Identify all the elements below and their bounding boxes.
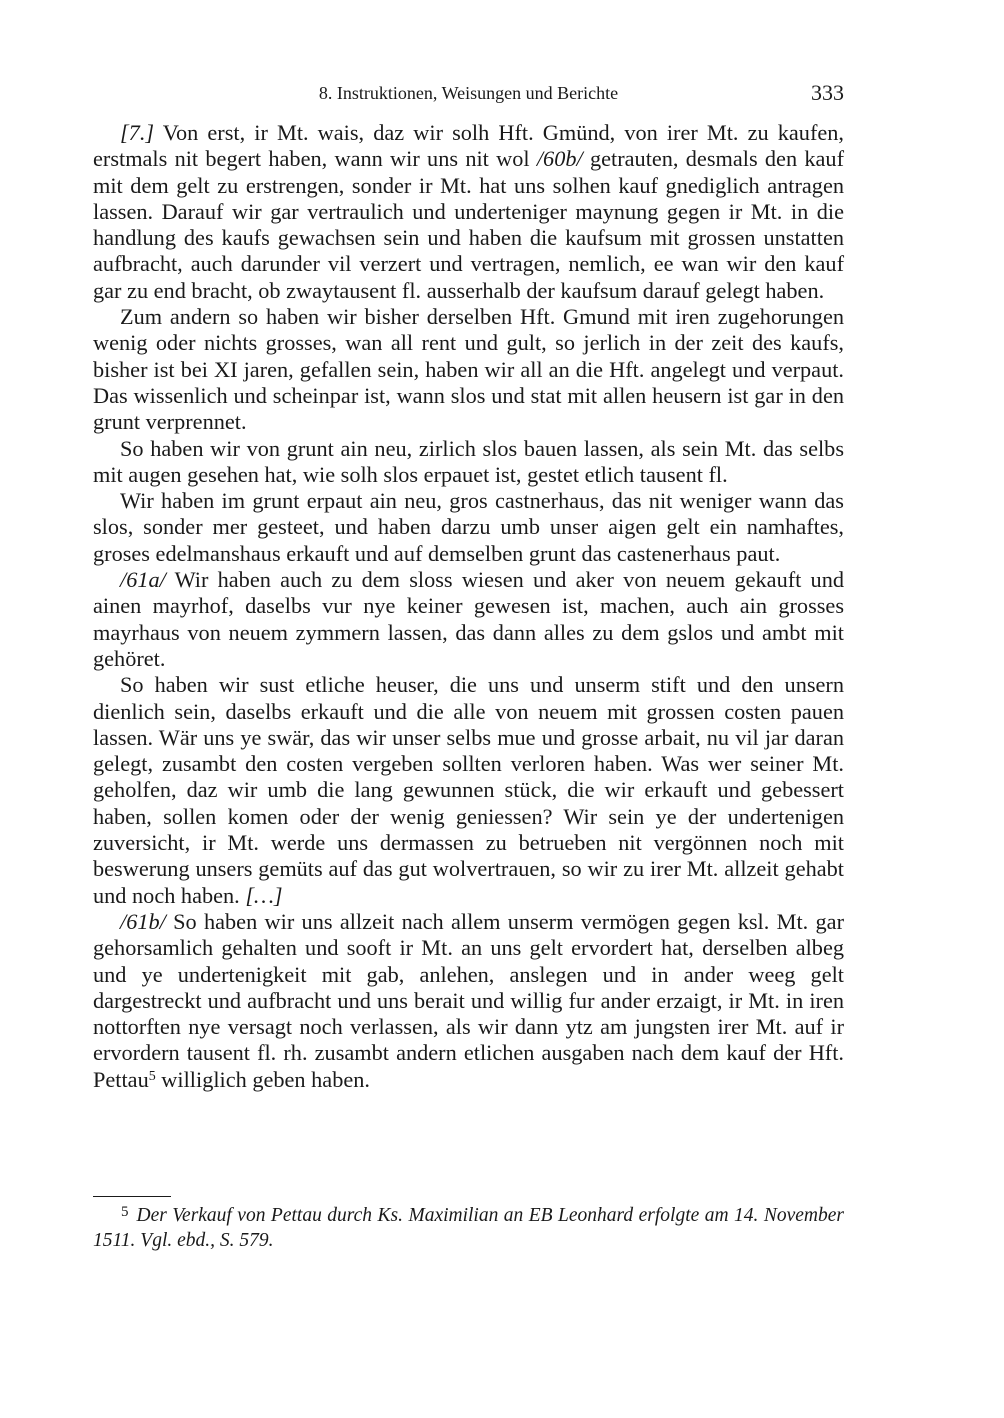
- paragraph-1: [93, 120, 844, 304]
- paragraph-text: williglich geben haben.: [155, 1066, 370, 1092]
- running-head: [93, 80, 844, 110]
- paragraph-2: [93, 304, 844, 435]
- footnote-divider: [93, 1196, 171, 1197]
- footnote-reference[interactable]: 5: [148, 1068, 156, 1084]
- footnote-number: 5: [121, 1204, 129, 1220]
- folio-marker: /60b/: [536, 146, 583, 172]
- footnote-text: Der Verkauf von Pettau durch Ks. Maximilian an EB Leonhard erfolgte am 14. November 1511. Vgl. ebd., S. 579.: [93, 1205, 844, 1251]
- paragraph-6: [93, 672, 844, 909]
- paragraph-text: So haben wir sust etliche heuser, die uns und unserm stift und den unsern dienlich sein, daselbs erkauft und die alle von neuem mit grossen costen pauen lassen. Wär uns ye swär, das wir unser selbs mue und grosse arbait, nu vil jar daran gelegt, zusambt den costen vergeben sollten verloren haben. Was wer seiner Mt. geholfen, daz wir umb die lang gewunnen stück, die wir erkauft und gebessert haben, sollen komen oder der wenig geniessen? Wir sein ye der undertenigen zuversicht, ir Mt. werde uns dermassen zu betrueben nit vergönnen noch mit beswerung unsers gemüts auf das gut wolvertrauen, so wir zu irer Mt. allzeit gehabt und noch haben.: [93, 672, 844, 908]
- paragraph-marker: [7.]: [120, 120, 155, 145]
- running-title: 8. Instruktionen, Weisungen und Berichte: [318, 83, 619, 103]
- paragraph-text: Wir haben auch zu dem sloss wiesen und aker von neuem gekauft und ainen mayrhof, daselbs vur nye keiner gewesen ist, machen, auch ain grosses mayrhaus von neuem zymmern lassen, das dann alles zu dem gslos und ambt mit gehöret.: [93, 567, 844, 671]
- folio-marker: /61a/: [120, 567, 166, 593]
- paragraph-text: Von erst, ir Mt. wais, daz wir solh Hft. Gmünd, von irer Mt. zu kaufen, erstmals nit begert haben, wann wir uns nit wol: [93, 120, 844, 172]
- paragraph-text: getrauten, desmals den kauf mit dem gelt zu erstrengen, sonder ir Mt. hat uns solhen kauf gnediglich antragen lassen. Darauf wir gar vertraulich und underteniger maynung gegen ir Mt. in die handlung des kaufs gewachsen sein und haben die kaufsum mit grossen unstatten aufbracht, auch darunder vil verzert und vertragen, nemlich, ee wan wir den kauf gar zu end bracht, ob zwaytausent fl. ausserhalb der kaufsum darauf gelegt haben.: [93, 146, 844, 303]
- footnote: [93, 1203, 844, 1253]
- page-number: 333: [811, 80, 844, 105]
- body-text: [93, 120, 844, 1093]
- paragraph-text: Zum andern so haben wir bisher derselben Hft. Gmund mit iren zugehorungen wenig oder nichts grosses, wan all rent und gult, so jerlich in der zeit des kaufs, bisher ist bei XI jaren, gefallen sein, haben wir all an die Hft. angelegt und verpaut. Das wissenlich und scheinpar ist, wann slos und stat mit allen heusern ist gar in den grunt verprennet.: [93, 304, 844, 435]
- footnote-text-block: [93, 1203, 844, 1253]
- paragraph-4: [93, 488, 844, 567]
- paragraph-text: Wir haben im grunt erpaut ain neu, gros castnerhaus, das nit weniger wann das slos, sonder mer gesteet, und haben darzu umb unser aigen gelt ein namhaftes, groses edelmanshaus erkauft und auf demselben grunt das castenerhaus paut.: [93, 488, 844, 566]
- paragraph-5: [93, 567, 844, 672]
- paragraph-text: So haben wir von grunt ain neu, zirlich slos bauen lassen, als sein Mt. das selbs mit augen gesehen hat, wie solh slos erpauet ist, gestet etlich tausent fl.: [93, 435, 844, 487]
- omission-marker: […]: [245, 882, 283, 908]
- paragraph-text: So haben wir uns allzeit nach allem unserm vermögen gegen ksl. Mt. gar gehorsamlich gehalten und sooft ir Mt. an uns gelt ervordert hat, derselben albeg und ye undertenigkeit mit gab, anlehen, anslegen und in ander weeg gelt dargestreckt und aufbracht und uns berait und willig fur ander erzaigt, ir Mt. in iren nottorften nye versagt noch verlassen, als wir dann ytz am jungsten irer Mt. auf ir ervordern tausent fl. rh. zusambt andern etlichen ausgaben nach dem kauf der Hft. Pettau: [93, 908, 844, 1092]
- folio-marker: /61b/: [120, 908, 166, 934]
- paragraph-7: [93, 909, 844, 1093]
- paragraph-3: [93, 436, 844, 489]
